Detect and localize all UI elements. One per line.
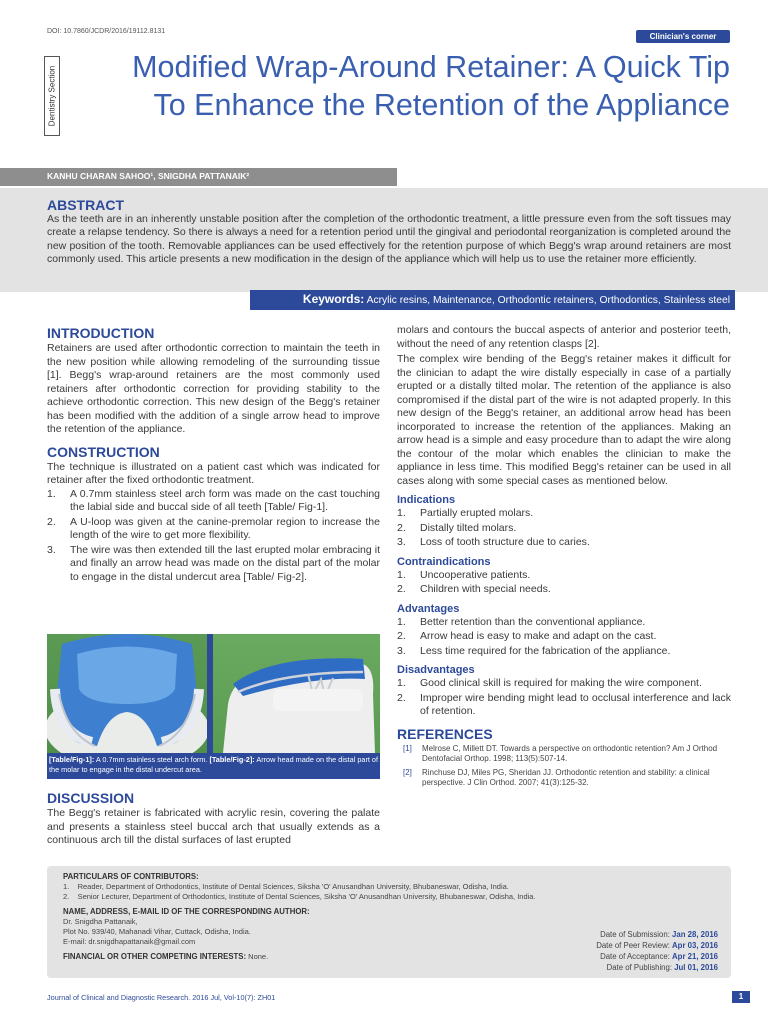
list-item: 2. Arrow head is easy to make and adapt on the cast. — [397, 630, 657, 642]
disadvantages-heading: Disadvantages — [397, 664, 475, 676]
list-item: 3. Loss of tooth structure due to caries. — [397, 536, 590, 548]
right-column — [397, 324, 731, 792]
list-item: 2. Children with special needs. — [397, 583, 551, 595]
fig1-label: [Table/Fig-1]: — [49, 755, 95, 764]
retainer-cast-image-1 — [47, 634, 207, 753]
doi-line: DOI: 10.7860/JCDR/2016/19112.8131 — [47, 28, 166, 35]
list-item: 2. Improper wire bending might lead to occlusal interference and lack of retention. — [397, 691, 731, 717]
list-item: 1. Good clinical skill is required for making the wire component. — [397, 677, 702, 689]
discussion-continued: molars and contours the buccal aspects of anterior and posterior teeth, without the need of any retention clasps [2]. — [397, 324, 731, 350]
date-acceptance: Date of Acceptance: Apr 21, 2016 — [600, 952, 718, 961]
corresponding-heading: NAME, ADDRESS, E-MAIL ID OF THE CORRESPONDING AUTHOR: — [63, 907, 310, 916]
contraindications-list — [397, 569, 731, 597]
date-peer-review: Date of Peer Review: Apr 03, 2016 — [596, 941, 718, 950]
financial-value: None. — [246, 952, 269, 961]
abstract-text: As the teeth are in an inherently unstable position after the completion of the orthodontic treatment, a little pressure even from the soft tissues may create a relapse tendency. So there is always a need for a retention period until the gingival and periodontal reorganization is completed around the new position of the tooth. Removable appliances can be used effectively for the retention purpose of which Begg's wrap around retainers are most commonly used. This article presents a new modification in the design of the appliance which will help us to use the retainer more efficiently. — [47, 213, 731, 265]
references-list — [397, 744, 731, 789]
construction-text: The technique is illustrated on a patient cast which was indicated for retainer after the fixed orthodontic treatment. — [47, 460, 380, 486]
date-submission: Date of Submission: Jan 28, 2016 — [600, 930, 718, 939]
contributors-heading: PARTICULARS OF CONTRIBUTORS: — [63, 872, 199, 881]
disadvantages-list — [397, 677, 731, 719]
title-line-2: To Enhance the Retention of the Appliance — [153, 88, 730, 122]
corresponding-email: E-mail: dr.snigdhapattanaik@gmail.com — [63, 937, 196, 946]
left-column — [47, 325, 380, 585]
reference-item: [2] Rinchuse DJ, Miles PG, Sheridan JJ. Orthodontic retention and stability: a clinical perspective. J Clin Orthod. 2007; 41(3):125-32. — [403, 767, 710, 787]
corresponding-line-2: Plot No. 939/40, Mahanadi Vihar, Cuttack, Odisha, India. — [63, 927, 251, 936]
discussion-heading: DISCUSSION — [47, 790, 135, 806]
references-heading: REFERENCES — [397, 725, 493, 742]
discussion-left — [47, 790, 380, 848]
section-tag-label: Dentistry Section — [47, 65, 57, 127]
discussion-text-2: The complex wire bending of the Begg's retainer makes it difficult for the clinician to adapt the wire distally especially in case of a partially erupted or a distally tilted molar. The retention of the appliance is also compromised if the distal part of the wire is not adapted properly. In this new design of the Begg's retainer, an additional arrow head has been incorporated to increase the retention of the appliances. Making an arrow head is a simple and easy procedure than to adapt the wire along the contour of the molar which enables the clinician to make the appliance in less time. This modified Begg's retainer can be used in all cases along with some special cases as mentioned below. — [397, 353, 731, 487]
introduction-heading: INTRODUCTION — [47, 325, 155, 341]
authors: KANHU CHARAN SAHOO¹, SNIGDHA PATTANAIK² — [47, 171, 250, 181]
fig2-text: Arrow head made on the distal part of the molar to engage in the distal undercut area. — [49, 755, 379, 774]
list-item: 3. Less time required for the fabrication of the appliance. — [397, 644, 671, 657]
list-item: 1. Partially erupted molars. — [397, 507, 534, 519]
contributor-1: 1. Reader, Department of Orthodontics, Institute of Dental Sciences, Siksha 'O' Anusandhan University, Bhubaneswar, Odisha, India. — [63, 882, 509, 891]
figure-2-image — [213, 634, 380, 753]
construction-list — [47, 488, 380, 585]
advantages-heading: Advantages — [397, 602, 460, 615]
abstract-heading: ABSTRACT — [47, 197, 124, 213]
indications-list — [397, 507, 731, 550]
fig2-label: [Table/Fig-2]: — [209, 755, 255, 764]
keywords — [255, 292, 730, 306]
article-title — [70, 48, 730, 124]
dates-block — [596, 929, 718, 973]
section-tag — [44, 56, 60, 136]
contributor-2: 2. Senior Lecturer, Department of Orthodontics, Institute of Dental Sciences, Siksha 'O' Anusandhan University, Bhubaneswar, Odisha, India. — [63, 892, 536, 901]
keywords-list: Acrylic resins, Maintenance, Orthodontic retainers, Orthodontics, Stainless steel — [366, 295, 730, 306]
introduction-text: Retainers are used after orthodontic correction to maintain the teeth in the new position while allowing remodeling of the surrounding tissue [1]. Begg's wrap-around retainers are the most commonly used retainers after orthodontic correction for providing stability to the achieve orthodontic correction. This new design of the Begg's retainer has been modified with the addition of a single arrow head to improve the retention of the appliance. — [47, 342, 380, 435]
figure-caption — [49, 755, 379, 775]
date-publishing: Date of Publishing: Jul 01, 2016 — [606, 963, 718, 972]
retainer-cast-image-2 — [213, 634, 380, 753]
reference-item: [1] Melrose C, Millett DT. Towards a perspective on orthodontic retention? Am J Orthod Dentofacial Orthop. 1998; 113(5):507-14. — [403, 743, 718, 763]
list-item: 1. A 0.7mm stainless steel arch form was made on the cast touching the labial side and buccal side of all teeth [Table/ Fig-1]. — [47, 487, 380, 513]
list-item: 1. Uncooperative patients. — [397, 568, 531, 581]
corresponding-line-1: Dr. Snigdha Pattanaik, — [63, 917, 138, 926]
title-line-1: Modified Wrap-Around Retainer: A Quick Tip — [132, 50, 730, 84]
journal-footer: Journal of Clinical and Diagnostic Research. 2016 Jul, Vol-10(7): ZH01 — [47, 993, 276, 1002]
construction-heading: CONSTRUCTION — [47, 443, 160, 460]
figure-1-image — [47, 634, 207, 753]
list-item: 2. Distally tilted molars. — [397, 521, 517, 534]
indications-heading: Indications — [397, 494, 456, 506]
fig1-text: A 0.7mm stainless steel arch form. — [94, 755, 210, 764]
keywords-label: Keywords: — [302, 292, 365, 306]
discussion-text: The Begg's retainer is fabricated with acrylic resin, covering the palate and presents a stainless steel buccal arch that usually extends as a continuous arch till the distal surfaces of last erupted — [47, 807, 380, 846]
financial-label: FINANCIAL OR OTHER COMPETING INTERESTS: — [63, 952, 247, 961]
contraindications-heading: Contraindications — [397, 555, 491, 568]
advantages-list — [397, 616, 731, 659]
clinicians-corner-badge: Clinician's corner — [636, 30, 730, 43]
list-item: 1. Better retention than the conventional appliance. — [397, 615, 646, 628]
list-item: 2. A U-loop was given at the canine-premolar region to increase the length of the wire to get more flexibility. — [47, 515, 380, 541]
page-number: 1 — [732, 991, 750, 1003]
list-item: 3. The wire was then extended till the last erupted molar embracing it and finally an arrow head was made on the distal part of the molar to engage in the distal undercut area [Table/ Fig-2]. — [47, 543, 380, 583]
